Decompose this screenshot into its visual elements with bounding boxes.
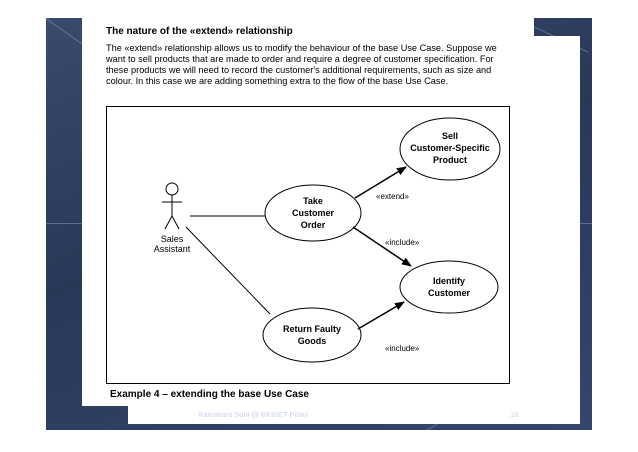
use-case-identify-customer bbox=[400, 261, 498, 313]
use-case-sell-customer-specific-product bbox=[400, 118, 500, 180]
use-case-text: Product bbox=[432, 155, 468, 165]
actor-label-line2: Assistant bbox=[153, 244, 191, 254]
actor-left-leg bbox=[165, 216, 172, 229]
actor-label-line1: Sales bbox=[160, 234, 184, 244]
page-title: The nature of the «extend» relationship bbox=[106, 26, 293, 37]
use-case-text: Customer-Specific bbox=[410, 143, 490, 153]
actor-head bbox=[166, 183, 178, 195]
include-label-1: «include» bbox=[385, 238, 420, 247]
use-case-text: Customer bbox=[427, 288, 471, 298]
use-case-ellipse bbox=[400, 261, 498, 313]
use-case-diagram bbox=[106, 106, 510, 384]
use-case-text: Customer bbox=[291, 208, 335, 218]
actor-sales-assistant bbox=[154, 183, 191, 254]
use-case-text: Goods bbox=[297, 336, 327, 346]
slide-footer bbox=[0, 405, 638, 429]
page-number: 16 bbox=[510, 410, 519, 419]
footer-author: Ramakant Soni @ BKBIET Pilani bbox=[198, 410, 309, 419]
use-case-text: Return Faulty bbox=[282, 324, 342, 334]
use-case-text: Identify bbox=[432, 276, 466, 286]
extend-label: «extend» bbox=[376, 192, 409, 201]
use-case-text: Order bbox=[300, 220, 326, 230]
use-case-text: Sell bbox=[441, 131, 459, 141]
body-paragraph: The «extend» relationship allows us to modify the behaviour of the base Use Case. Suppose we want to sell products that are made to order and require a degree of customer specification. For these products we will need to record the customer's additional requirements, such as size and colour. In this case we are adding something extra to the flow of the base Use Case. bbox=[106, 43, 497, 86]
actor-right-leg bbox=[172, 216, 179, 229]
use-case-take-customer-order bbox=[265, 185, 361, 241]
use-case-return-faulty-goods bbox=[263, 308, 361, 362]
include-label-2: «include» bbox=[385, 344, 420, 353]
association-return-goods bbox=[186, 227, 270, 314]
use-case-ellipse bbox=[263, 308, 361, 362]
figure-caption: Example 4 – extending the base Use Case bbox=[110, 389, 309, 400]
document-page bbox=[82, 18, 534, 406]
use-case-text: Take bbox=[303, 196, 323, 206]
include-arrow-return bbox=[358, 302, 404, 329]
